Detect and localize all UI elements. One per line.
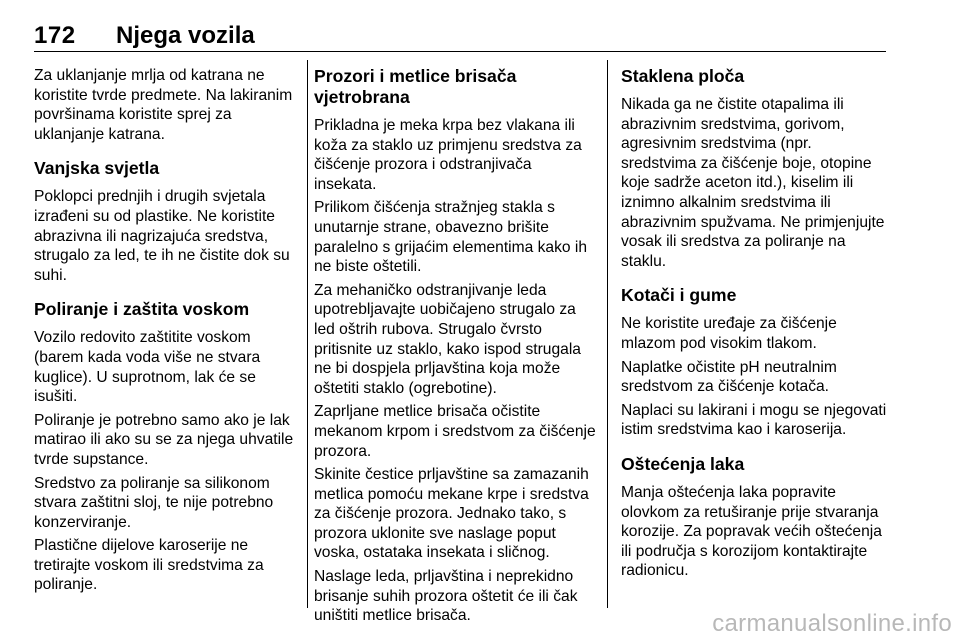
paragraph: Prikladna je meka krpa bez vlakana ili koža za staklo uz primjenu sredstva za čišćenje prozora i odstranjivača insekata.: [314, 117, 582, 193]
paragraph: Plastične dijelove karoserije ne tretirajte voskom ili sredstvima za poliranje.: [34, 537, 264, 594]
paragraph: Nikada ga ne čistite otapalima ili abrazivnim sredstvima, gorivom, agresivnim sredstvima (npr. sredstvima za čišćenje boje, otopine koje sadrže aceton itd.), kiselim ili iznimno alkalnim sredstvima ili abrazivnim spužvama. Ne primjenjujte vosak ili sredstva za poliranje na staklu.: [621, 96, 885, 270]
section-heading: Vanjska svjetla: [34, 158, 160, 179]
page-header: [34, 22, 886, 52]
paragraph: Ne koristite uređaje za čišćenje mlazom pod visokim tlakom.: [621, 315, 837, 352]
column-divider-1: [307, 60, 308, 608]
section-heading: Prozori i metlice brisača vjetrobrana: [314, 66, 517, 107]
paragraph: Poliranje je potrebno samo ako je lak matirao ili ako su se za njega uhvatile tvrde supstance.: [34, 411, 294, 468]
column-3: [621, 60, 889, 585]
paragraph: Zaprljane metlice brisača očistite mekanom krpom i sredstvom za čišćenje prozora.: [314, 403, 596, 460]
paragraph: Naplaci su lakirani i mogu se njegovati istim sredstvima kao i karoserija.: [621, 401, 887, 439]
paragraph: Vozilo redovito zaštitite voskom (barem kada voda više ne stvara kuglice). U suprotnom, lak će se isušiti.: [34, 329, 261, 406]
intro-paragraph: Za uklanjanje mrlja od katrana ne koristite tvrde predmete. Na lakiranim površinama koristite sprej za uklanjanje katrana.: [34, 67, 293, 143]
column-2: [314, 60, 596, 630]
paragraph: Naslage leda, prljavština i neprekidno brisanje suhih prozora oštetit će ili čak uništiti metlice brisača.: [314, 568, 578, 625]
paragraph: Za mehaničko odstranjivanje leda upotrebljavajte uobičajeno strugalo za led oštrih rubova. Strugalo čvrsto pritisnite uz staklo, kako ispod strugala ne bi dospjela prljavština koja može oštetiti staklo (ogrebotine).: [314, 281, 581, 397]
column-1: [34, 60, 302, 599]
paragraph: Prilikom čišćenja stražnjeg stakla s unutarnje strane, obavezno brišite paralelno s grijaćim elementima kako ih ne biste oštetili.: [314, 199, 588, 276]
paragraph: Skinite čestice prljavštine sa zamazanih metlica pomoću mekane krpe i sredstva za čišćenje prozora. Jednako tako, s prozora uklonite sve naslage poput voska, ostataka insekata i sličnog.: [314, 466, 589, 562]
section-heading: Staklena ploča: [621, 66, 745, 86]
paragraph: Manja oštećenja laka popravite olovkom za retuširanje prije stvaranja korozije. Za popravak većih oštećenja ili područja s korozijom kontaktirajte radionicu.: [621, 483, 882, 580]
watermark-text: carmanualsonline.info: [712, 610, 952, 637]
section-heading: Poliranje i zaštita voskom: [34, 299, 250, 320]
paragraph: Naplatke očistite pH neutralnim sredstvom za čišćenje kotača.: [621, 358, 837, 396]
column-divider-2: [607, 60, 608, 608]
paragraph: Poklopci prednjih i drugih svjetala izrađeni su od plastike. Ne koristite abrazivna ili nagrizajuća sredstva, strugalo za led, te ih ne čistite dok su suhi.: [34, 188, 290, 284]
section-heading: Kotači i gume: [621, 285, 737, 306]
page-number: 172: [34, 22, 76, 49]
header-divider: [34, 51, 886, 52]
paragraph: Sredstvo za poliranje sa silikonom stvara zaštitni sloj, te nije potrebno konzerviranje.: [34, 474, 274, 531]
page-title: Njega vozila: [116, 22, 255, 49]
section-heading: Oštećenja laka: [621, 453, 745, 474]
